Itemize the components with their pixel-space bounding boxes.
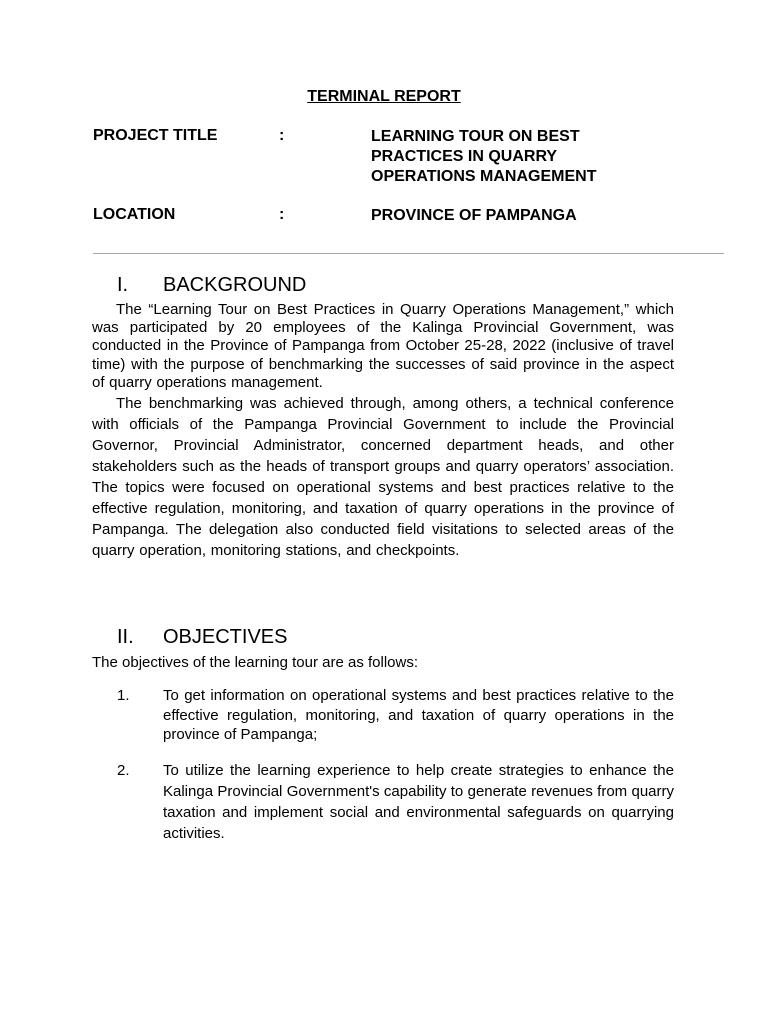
objective-number: 2. xyxy=(117,762,130,779)
background-title: BACKGROUND xyxy=(163,274,307,296)
background-paragraph-2: The benchmarking was achieved through, among others, a technical conference with officials of the Pampanga Provincial Government to include the Provincial Governor, Provincial Administrator, concerned department heads, and other stakeholders such as the heads of transport groups and quarry operators’ association. The topics were focused on operational systems and best practices relative to the effective regulation, monitoring, and taxation of quarry operations in the province of Pampanga. The delegation also conducted field visitations to selected areas of the quarry operation, monitoring stations, and checkpoints. xyxy=(92,395,674,559)
location-colon: : xyxy=(279,206,285,223)
objectives-intro: The objectives of the learning tour are as follows: xyxy=(92,654,419,671)
objective-text: To get information on operational systems and best practices relative to the effective regulation, monitoring, and taxation of quarry operations in the province of Pampanga; xyxy=(163,687,674,743)
report-title: TERMINAL REPORT xyxy=(307,88,461,105)
location-label: LOCATION xyxy=(93,206,176,223)
objective-text: To utilize the learning experience to help create strategies to enhance the Kalinga Provincial Government's capability to generate revenues from quarry taxation and implement social and environmental safeguards on quarrying activities. xyxy=(163,762,674,842)
objectives-number: II. xyxy=(117,626,134,648)
location-value: PROVINCE OF PAMPANGA xyxy=(371,207,577,224)
project-title-line: LEARNING TOUR ON BEST xyxy=(371,128,580,145)
project-title-line: OPERATIONS MANAGEMENT xyxy=(371,168,597,185)
project-title-colon: : xyxy=(279,127,285,144)
background-number: I. xyxy=(117,274,129,296)
objectives-title: OBJECTIVES xyxy=(163,626,288,648)
background-paragraph-1: The “Learning Tour on Best Practices in Quarry Operations Management,” which was participated by 20 employees of the Kalinga Provincial Government, was conducted in the Province of Pampanga from October 25-28, 2022 (inclusive of travel time) with the purpose of benchmarking the successes of said province in the aspect of quarry operations management. xyxy=(92,301,674,391)
project-title-value xyxy=(371,127,671,187)
background-heading xyxy=(117,274,306,297)
objectives-heading xyxy=(117,626,287,649)
project-title-label: PROJECT TITLE xyxy=(93,127,218,144)
project-title-line: PRACTICES IN QUARRY xyxy=(371,148,558,165)
horizontal-divider xyxy=(93,253,724,254)
objective-number: 1. xyxy=(117,687,130,704)
